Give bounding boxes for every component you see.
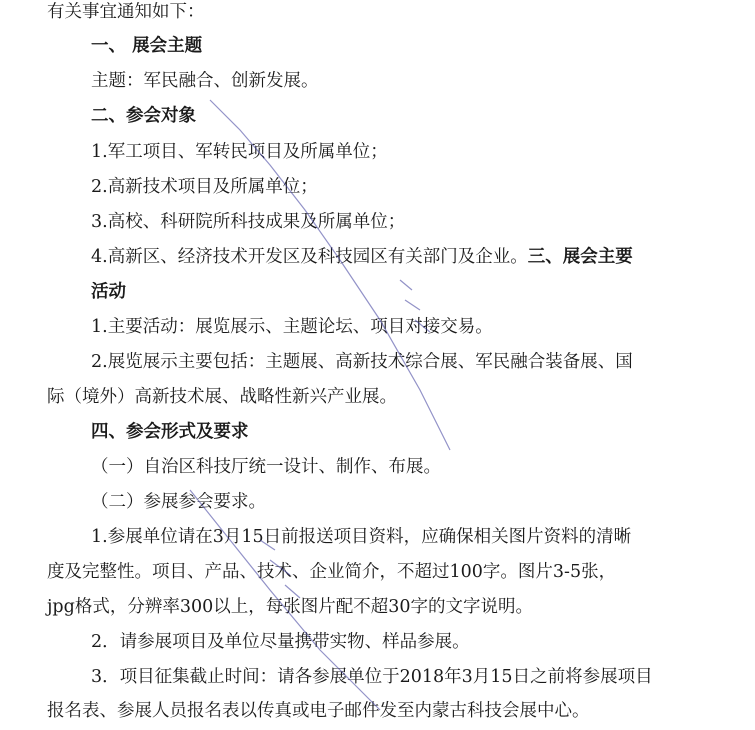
requirement-2: 2．请参展项目及单位尽量携带实物、样品参展。 <box>91 632 470 652</box>
requirement-1-cont-b: jpg格式，分辨率300以上，每张图片配不超30字的文字说明。 <box>47 597 533 617</box>
heading-participation-form: 四、参会形式及要求 <box>91 422 249 442</box>
requirement-3-cont: 报名表、参展人员报名表以传真或电子邮件发至内蒙古科技会展中心。 <box>47 701 590 721</box>
participant-item-4 <box>91 245 633 269</box>
heading-exhibition-theme: 一、 展会主题 <box>91 36 203 56</box>
participant-item-2: 2.高新技术项目及所属单位； <box>91 177 318 197</box>
participant-item-1: 1.军工项目、军转民项目及所属单位； <box>91 142 388 162</box>
heading-main-activities-start: 三、展会主要 <box>527 247 633 267</box>
activity-item-2: 2.展览展示主要包括：主题展、高新技术综合展、军民融合装备展、国 <box>91 352 633 372</box>
participant-item-4-text: 4.高新区、经济技术开发区及科技园区有关部门及企业。 <box>91 247 528 267</box>
heading-main-activities-end: 活动 <box>91 282 126 302</box>
participant-item-3: 3.高校、科研院所科技成果及所属单位； <box>91 212 406 232</box>
requirement-1-cont-a: 度及完整性。项目、产品、技术、企业简介，不超过100字。图片3-5张， <box>47 562 617 582</box>
intro-line: 有关事宜通知如下： <box>47 2 205 22</box>
theme-text: 主题：军民融合、创新发展。 <box>91 71 319 91</box>
activity-item-2-cont: 际（境外）高新技术展、战略性新兴产业展。 <box>47 387 397 407</box>
requirement-3: 3．项目征集截止时间：请各参展单位于2018年3月15日之前将参展项目 <box>91 667 653 687</box>
requirement-1: 1.参展单位请在3月15日前报送项目资料，应确保相关图片资料的清晰 <box>91 527 632 547</box>
heading-participants: 二、参会对象 <box>91 106 196 126</box>
form-item-1: （一）自治区科技厅统一设计、制作、布展。 <box>91 457 441 477</box>
form-item-2: （二）参展参会要求。 <box>91 492 266 512</box>
activity-item-1: 1.主要活动：展览展示、主题论坛、项目对接交易。 <box>91 317 493 337</box>
